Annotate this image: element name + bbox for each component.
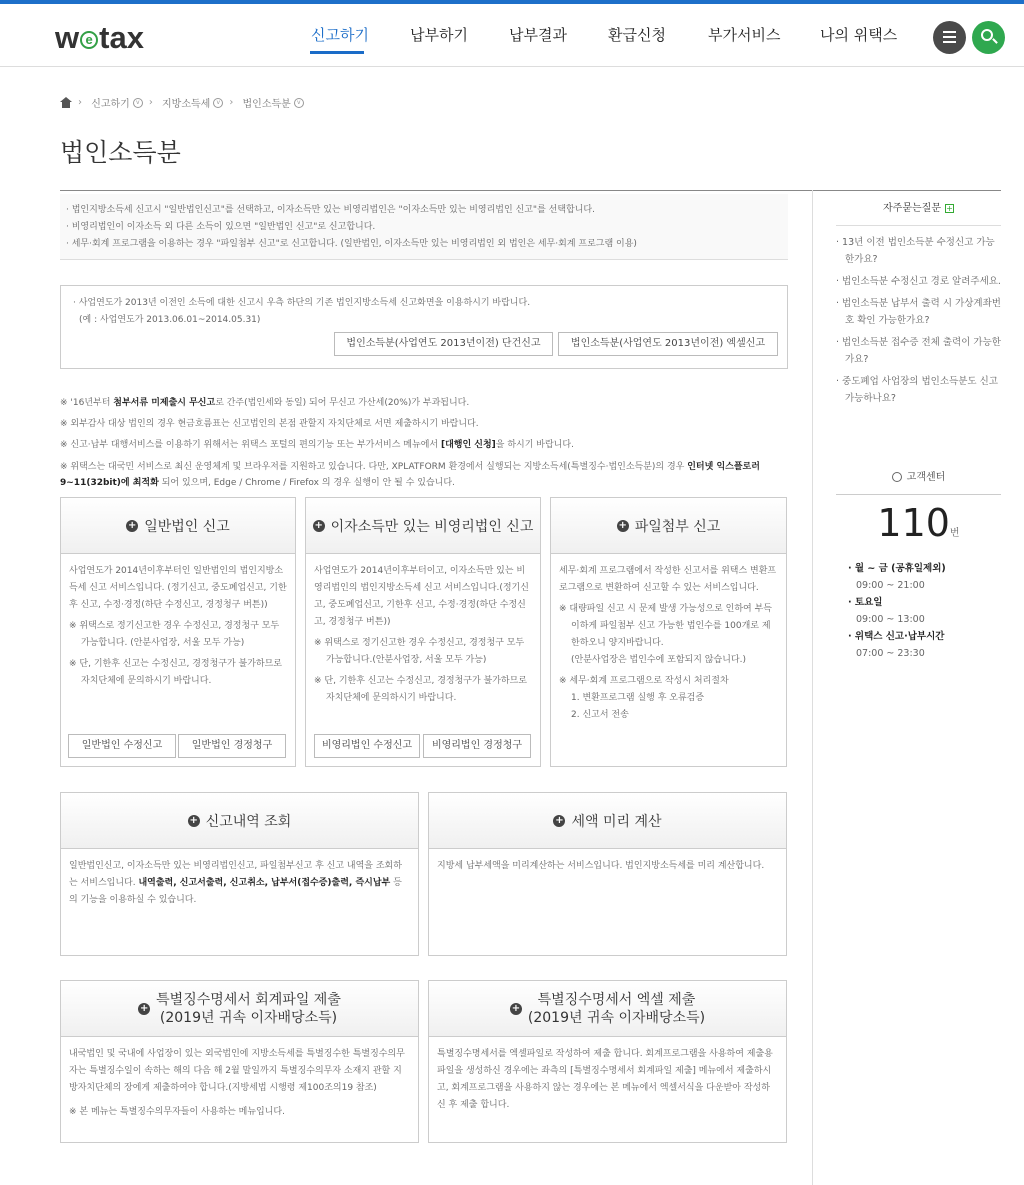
note-line: ※ 위택스는 대국민 서비스로 최신 운영체계 및 브라우저를 지원하고 있습니다. 다만, XPLATFORM 환경에서 실행되는 지방소득세(특별징수·법인소득분)의 경우 인터넷 익스플로러 9~11(32bit)에 최적화 되어 있으며, Edge / Chrome / Firefox 의 경우 실행이 안 될 수 있습니다.: [60, 462, 760, 488]
notice-line: · 비영리법인이 이자소득 외 다른 소득이 있으면 "일반법인 신고"로 신고합니다.: [66, 222, 376, 232]
nav-report[interactable]: 신고하기: [311, 26, 369, 44]
faq-title[interactable]: 자주묻는질문 +: [836, 190, 1001, 226]
nav-my-wetax[interactable]: 나의 위택스: [820, 26, 898, 44]
card-note: ※ 위택스로 정기신고한 경우 수정신고, 경정청구 모두 가능합니다.(안분사업장, 서울 모두 가능): [314, 638, 525, 665]
faq-item[interactable]: · 법인소득분 접수증 전체 출력이 가능한가요?: [836, 337, 1001, 365]
header: [0, 4, 1024, 67]
clock-icon: [892, 472, 902, 482]
breadcrumb-item-corporate[interactable]: 법인소득분: [242, 99, 291, 110]
plus-icon: +: [127, 519, 137, 531]
card-note: ※ 본 메뉴는 특별징수의무자들이 사용하는 메뉴입니다.: [69, 1107, 285, 1117]
nav-active-underline: [310, 51, 364, 54]
notice-box: [60, 194, 788, 260]
nonprofit-amend-button[interactable]: 비영리법인 수정신고: [314, 734, 420, 758]
breadcrumb-item-local-income-tax[interactable]: 지방소득세: [162, 99, 211, 110]
card-desc: 사업연도가 2014년이후부터인 일반법인의 법인지방소득세 신고 서비스입니다. (정기신고, 중도폐업신고, 기한후 신고, 수정·경정(하단 수정신고, 경정청구 버튼)): [69, 566, 287, 610]
chevron-down-icon[interactable]: v: [294, 98, 304, 108]
card-desc: 일반법인신고, 이자소득만 있는 비영리법인신고, 파일첨부신고 후 신고 내역을 조회하는 서비스입니다. 내역출력, 신고서출력, 신고취소, 납부서(접수증)출력, 즉시납부 등의 기능을 이용하실 수 있습니다.: [69, 861, 402, 905]
nonprofit-card: [305, 497, 541, 767]
pre-2013-example: (예 : 사업연도가 2013.06.01~2014.05.31): [79, 315, 261, 325]
card-desc: 사업연도가 2014년이후부터이고, 이자소득만 있는 비영리법인의 법인지방소득세 신고 서비스입니다.(정기신고, 중도폐업신고, 기한후 신고, 수정·경정(하단 수정신고, 경정청구 버튼)): [314, 566, 529, 627]
card-desc: 지방세 납부세액을 미리계산하는 서비스입니다. 법인지방소득세를 미리 계산합니다.: [437, 861, 765, 871]
nonprofit-report-link[interactable]: + 이자소득만 있는 비영리법인 신고: [306, 498, 540, 554]
plus-icon: +: [555, 814, 564, 826]
general-corp-report-link[interactable]: + 일반법인 신고: [61, 498, 295, 554]
nav-pay-result[interactable]: 납부결과: [509, 26, 567, 44]
breadcrumb-item-report[interactable]: 신고하기: [91, 99, 130, 110]
plus-icon: +: [314, 519, 323, 531]
nav-pay[interactable]: 납부하기: [410, 26, 468, 44]
card-step: 1. 변환프로그램 실행 후 오류검증: [571, 693, 705, 703]
page-title: 법인소득분: [60, 138, 181, 167]
file-attach-report-link[interactable]: + 파일첨부 신고: [551, 498, 786, 554]
nonprofit-claim-button[interactable]: 비영리법인 경정청구: [423, 734, 531, 758]
calc-card: [428, 792, 787, 956]
history-card: [60, 792, 419, 956]
notes: [60, 393, 788, 491]
note-line: ※ 신고·납부 대행서비스를 이용하기 위해서는 위택스 포털의 편의기능 또는 부가서비스 메뉴에서 [대행인 신청]을 하시기 바랍니다.: [60, 440, 574, 450]
menu-icon[interactable]: [933, 21, 966, 54]
plus-icon: +: [189, 814, 198, 826]
chevron-down-icon[interactable]: v: [133, 98, 143, 108]
card-note: ※ 단, 기한후 신고는 수정신고, 경정청구가 불가하므로 자치단체에 문의하시기 바랍니다.: [69, 659, 283, 686]
plus-icon: +: [511, 1002, 521, 1014]
special-file-link[interactable]: + 특별징수명세서 회계파일 제출 (2019년 귀속 이자배당소득): [61, 981, 418, 1037]
pre-2013-box: [60, 285, 788, 369]
phone-number: 110번: [877, 501, 960, 545]
sidebar-divider: [812, 190, 813, 1185]
faq-item[interactable]: · 13년 이전 법인소득분 수정신고 가능한가요?: [836, 237, 995, 265]
calc-link[interactable]: + 세액 미리 계산: [429, 793, 786, 849]
faq-item[interactable]: · 중도폐업 사업장의 법인소득분도 신고 가능하나요?: [836, 376, 998, 404]
special-excel-link[interactable]: + 특별징수명세서 엑셀 제출 (2019년 귀속 이자배당소득): [429, 981, 786, 1037]
card-desc: 내국법인 및 국내에 사업장이 있는 외국법인에 지방소득세를 특별징수한 특별징수의무자는 특별징수일이 속하는 해의 다음 해 2월 말일까지 특별징수의무자 소재지 관할 지방자치단체의 장에게 제출하여야 합니다.(지방세법 시행령 제100조의19 참조): [69, 1049, 405, 1093]
notice-line: · 법인지방소득세 신고시 "일반법인신고"를 선택하고, 이자소득만 있는 비영리법인은 "이자소득만 있는 비영리법인 신고"를 선택합니다.: [66, 205, 595, 215]
plus-icon: +: [139, 1002, 149, 1014]
history-link[interactable]: + 신고내역 조회: [61, 793, 418, 849]
general-corp-amend-button[interactable]: 일반법인 수정신고: [68, 734, 176, 758]
note-line: ※ 외부감사 대상 법인의 경우 현금흐름표는 신고법인의 본점 관할지 자치단체로 서면 제출하시기 바랍니다.: [60, 419, 479, 429]
pre-2013-excel-report-button[interactable]: 법인소득분(사업연도 2013년이전) 엑셀신고: [558, 332, 778, 356]
card-step: 2. 신고서 전송: [571, 710, 629, 720]
home-icon[interactable]: [60, 97, 72, 108]
file-attach-card: [550, 497, 787, 767]
faq-item[interactable]: · 법인소득분 수정신고 경로 알려주세요.: [836, 276, 1001, 287]
notice-line: · 세무·회계 프로그램을 이용하는 경우 "파일첨부 신고"로 신고합니다. (일반법인, 이자소득만 있는 비영리법인 외 법인은 세무·회계 프로그램 이용): [66, 239, 637, 249]
nav-refund[interactable]: 환급신청: [608, 26, 666, 44]
card-note: ※ 위택스로 정기신고한 경우 수정신고, 경정청구 모두 가능합니다. (안분사업장, 서울 모두 가능): [69, 621, 280, 648]
plus-icon: +: [618, 519, 627, 531]
nav-extra-service[interactable]: 부가서비스: [708, 26, 781, 44]
customer-center-title: 고객센터: [836, 465, 1001, 495]
faq-item[interactable]: · 법인소득분 납부서 출력 시 가상계좌번호 확인 가능한가요?: [836, 298, 1001, 326]
general-corp-card: [60, 497, 296, 767]
card-desc: 특별징수명세서를 엑셀파일로 작성하여 제출 합니다. 회계프로그램을 사용하여 제출용 파일을 생성하신 경우에는 좌측의 [특별징수명세서 회계파일 제출] 메뉴에서 제출하시고, 회계프로그램을 사용하지 않는 경우에는 본 메뉴에서 엑셀서식을 다운받아 작성하신 후 제출 합니다.: [437, 1049, 773, 1110]
card-note: ※ 단, 기한후 신고는 수정신고, 경정청구가 불가하므로 자치단체에 문의하시기 바랍니다.: [314, 676, 528, 703]
breadcrumb: › 신고하기 v › 지방소득세 v › 법인소득분 v: [60, 95, 304, 109]
general-corp-claim-button[interactable]: 일반법인 경정청구: [178, 734, 286, 758]
service-hours: · 월 ~ 금 (공휴일제외) 09:00 ~ 21:00 · 토요일 09:00 ~ 13:00 · 위택스 신고·납부시간 07:00 ~ 23:30: [848, 563, 946, 659]
pre-2013-text: · 사업연도가 2013년 이전인 소득에 대한 신고시 우측 하단의 기존 법인지방소득세 신고화면을 이용하시기 바랍니다.: [73, 298, 531, 308]
customer-center: [836, 465, 1001, 662]
special-excel-card: [428, 980, 787, 1143]
card-note: ※ 대량파일 신고 시 문제 발생 가능성으로 인하여 부득이하게 파일첨부 신고 가능한 법인수를 100개로 제한하오니 양지바랍니다.: [559, 604, 773, 648]
special-file-card: [60, 980, 419, 1143]
card-desc: 세무·회계 프로그램에서 작성한 신고서를 위택스 변환프로그램으로 변환하여 신고할 수 있는 서비스입니다.: [559, 566, 777, 593]
card-note: ※ 세무·회계 프로그램으로 작성시 처리절차: [559, 676, 729, 686]
search-icon[interactable]: [972, 21, 1005, 54]
main-nav: [300, 24, 920, 64]
faq-panel: [836, 190, 1001, 412]
chevron-down-icon[interactable]: v: [213, 98, 223, 108]
pre-2013-single-report-button[interactable]: 법인소득분(사업연도 2013년이전) 단건신고: [334, 332, 553, 356]
wetax-logo[interactable]: w e tax: [55, 20, 144, 55]
card-note: (안분사업장은 법인수에 포함되지 않습니다.): [571, 655, 746, 665]
note-line: ※ '16년부터 첨부서류 미제출시 무신고로 간주(법인세와 동일) 되어 무신고 가산세(20%)가 부과됩니다.: [60, 398, 470, 408]
plus-icon[interactable]: +: [946, 203, 953, 213]
